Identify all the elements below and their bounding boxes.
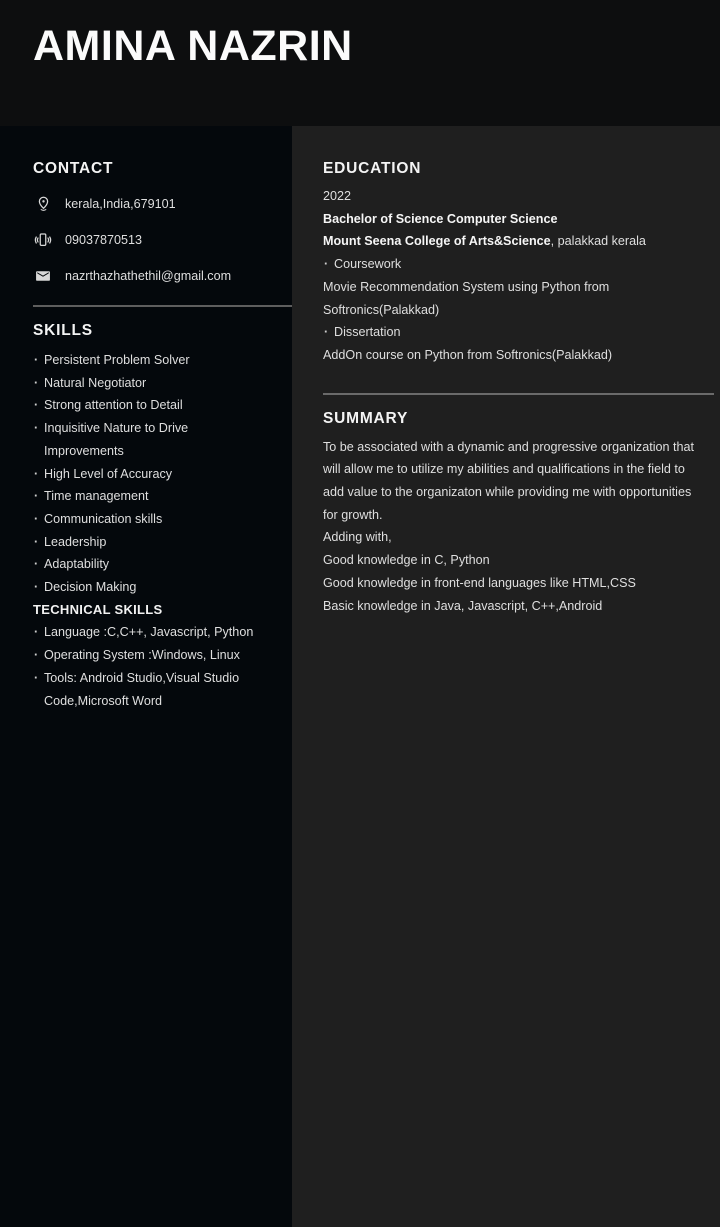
- contact-row-phone: [33, 228, 268, 251]
- technical-skill-item: · Language :C,C++, Javascript, Python: [33, 621, 268, 644]
- skills-list: [33, 349, 268, 599]
- skill-item: · Strong attention to Detail: [33, 394, 268, 417]
- technical-skills-list: [33, 621, 268, 712]
- summary-line: Adding with,: [323, 530, 392, 545]
- contact-section-title: CONTACT: [33, 160, 114, 177]
- education-dissertation-label: · Dissertation: [323, 321, 706, 344]
- content-columns: [0, 126, 720, 1227]
- skill-item: · Leadership: [33, 531, 268, 554]
- contact-row-email: [33, 264, 268, 287]
- summary-section-title: SUMMARY: [323, 409, 409, 427]
- left-section-divider: [33, 305, 292, 307]
- right-section-divider: [323, 393, 714, 395]
- education-dissertation-detail: AddOn course on Python from Softronics(Palakkad): [323, 347, 613, 362]
- left-sidebar: [0, 126, 292, 1227]
- education-college-location: , palakkad kerala: [550, 234, 646, 249]
- summary-line: Good knowledge in front-end languages like HTML,CSS: [323, 575, 636, 590]
- education-college-name: Mount Seena College of Arts&Science: [323, 234, 551, 249]
- education-year: 2022: [323, 189, 352, 203]
- summary-line: Basic knowledge in Java, Javascript, C++,Android: [323, 598, 603, 613]
- header-band: [0, 0, 720, 126]
- technical-skill-item: · Tools: Android Studio,Visual Studio Code,Microsoft Word: [33, 667, 268, 712]
- location-pin-icon: [33, 193, 53, 214]
- email-icon: [33, 268, 53, 284]
- education-coursework-label: · Coursework: [323, 253, 706, 276]
- skill-item: · Adaptability: [33, 553, 268, 576]
- contact-location-text: kerala,India,679101: [65, 196, 176, 211]
- skill-item: · Inquisitive Nature to Drive Improvements: [33, 417, 268, 462]
- skill-item: · Persistent Problem Solver: [33, 349, 268, 372]
- education-college-line: [323, 230, 706, 253]
- summary-block: [323, 436, 706, 618]
- contact-row-location: [33, 192, 268, 215]
- education-coursework-detail: Movie Recommendation System using Python from Softronics(Palakkad): [323, 279, 610, 317]
- education-degree: Bachelor of Science Computer Science: [323, 211, 558, 226]
- skill-item: · Communication skills: [33, 508, 268, 531]
- skill-item: · High Level of Accuracy: [33, 463, 268, 486]
- contact-phone-text: 09037870513: [65, 232, 143, 247]
- main-content: [292, 126, 720, 1227]
- person-name: AMINA NAZRIN: [33, 22, 353, 70]
- technical-skills-subheading: TECHNICAL SKILLS: [33, 601, 163, 617]
- phone-vibrate-icon: [33, 230, 53, 250]
- summary-paragraph: To be associated with a dynamic and progressive organization that will allow me to utilize my abilities and qualifications in the field to add value to the organizaton while providing me with opportunities for growth.: [323, 439, 695, 522]
- summary-line: Good knowledge in C, Python: [323, 553, 490, 568]
- education-section-title: EDUCATION: [323, 160, 422, 177]
- skills-section-title: SKILLS: [33, 322, 93, 339]
- skill-item: · Time management: [33, 485, 268, 508]
- education-block: [323, 185, 706, 367]
- skill-item: · Decision Making: [33, 576, 268, 599]
- technical-skill-item: · Operating System :Windows, Linux: [33, 644, 268, 667]
- skill-item: · Natural Negotiator: [33, 372, 268, 395]
- contact-email-text: nazrthazhathethil@gmail.com: [65, 268, 232, 283]
